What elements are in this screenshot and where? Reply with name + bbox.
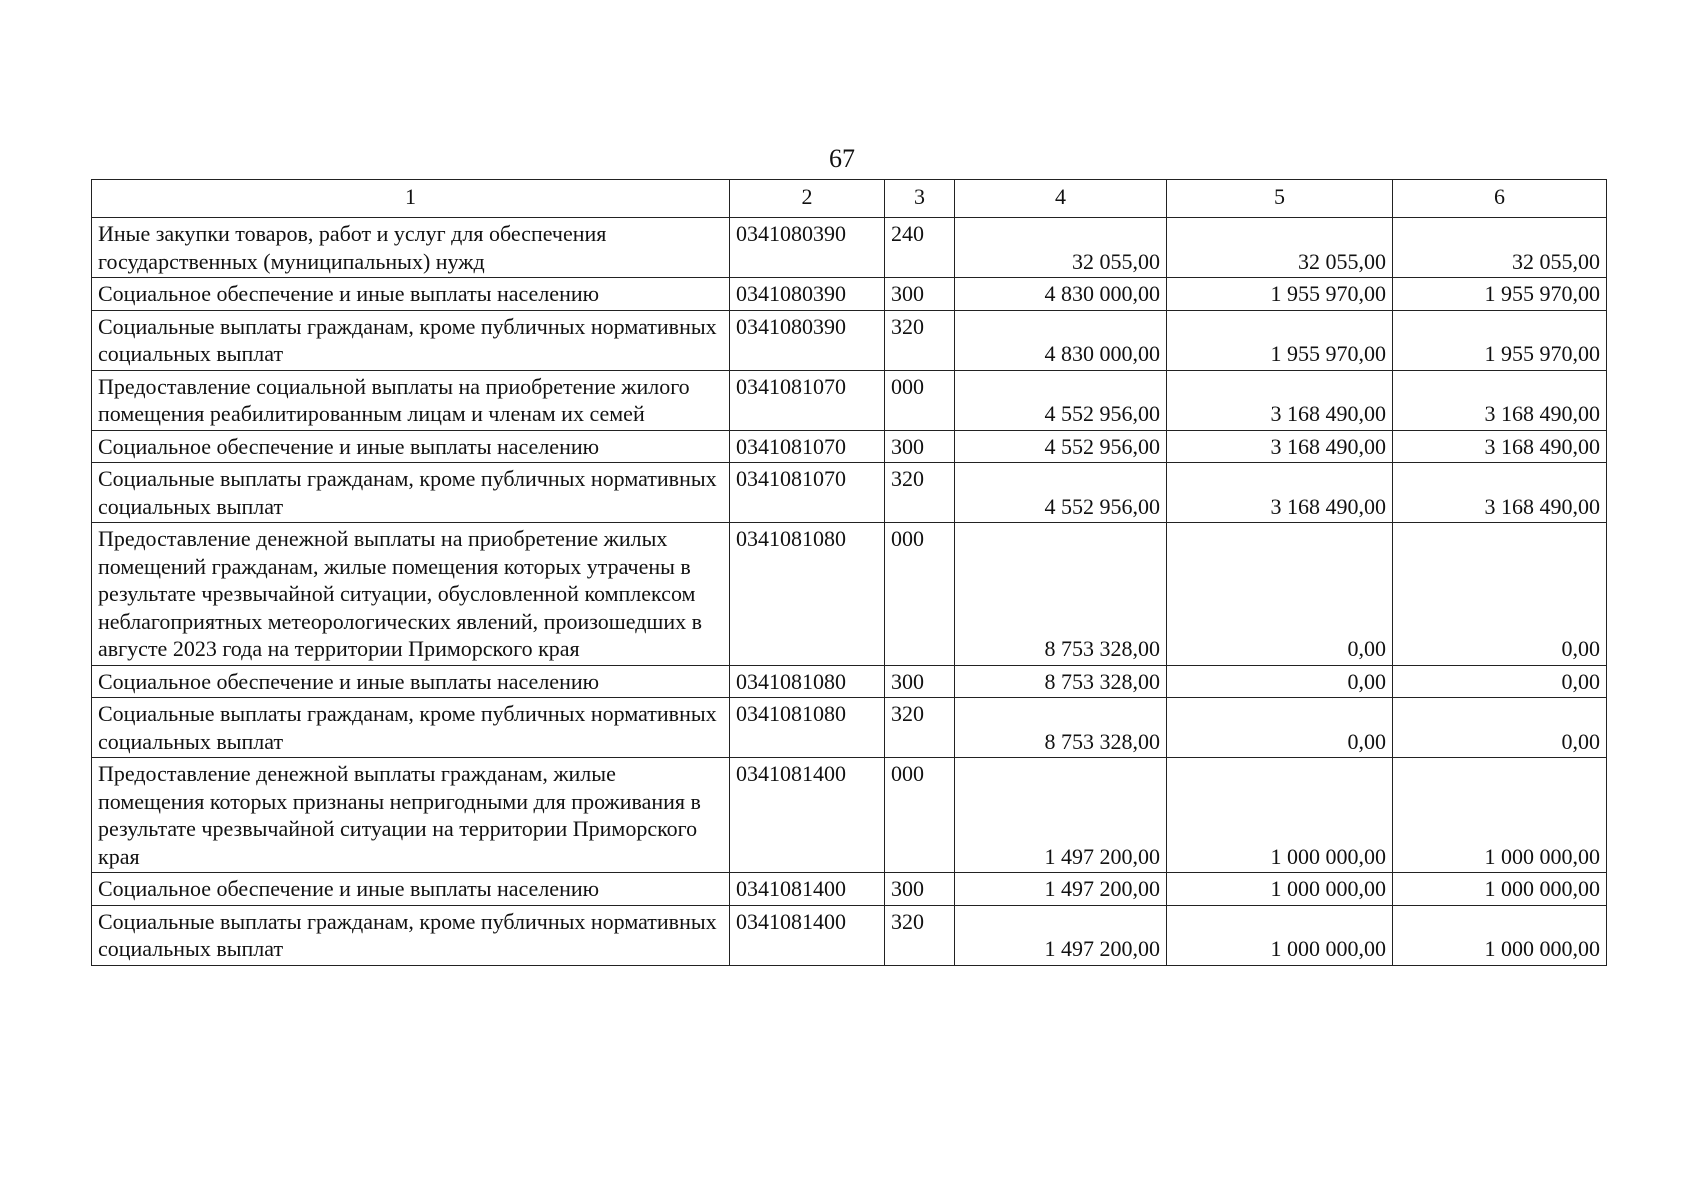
row-value-col5: 1 000 000,00 [1167, 758, 1393, 873]
row-type-cell: 240 [885, 218, 955, 278]
row-value-col5: 32 055,00 [1167, 218, 1393, 278]
table-row [92, 310, 1607, 370]
table-row [92, 873, 1607, 906]
row-value-col6: 0,00 [1393, 665, 1607, 698]
row-code-cell: 0341081070 [730, 370, 885, 430]
table-row [92, 665, 1607, 698]
row-name-cell: Социальное обеспечение и иные выплаты населению [92, 665, 730, 698]
row-code-cell: 0341081400 [730, 758, 885, 873]
row-value-col4: 1 497 200,00 [955, 758, 1167, 873]
row-value-col4: 4 552 956,00 [955, 430, 1167, 463]
row-code-cell: 0341080390 [730, 218, 885, 278]
table-row [92, 758, 1607, 873]
row-value-col6: 1 000 000,00 [1393, 905, 1607, 965]
row-value-col5: 1 955 970,00 [1167, 278, 1393, 311]
table-row [92, 430, 1607, 463]
row-code-cell: 0341080390 [730, 278, 885, 311]
row-code-cell: 0341081080 [730, 698, 885, 758]
table-row [92, 463, 1607, 523]
row-name-cell: Предоставление социальной выплаты на приобретение жилого помещения реабилитированным лицам и членам их семей [92, 370, 730, 430]
table-row [92, 523, 1607, 666]
row-name-cell: Социальное обеспечение и иные выплаты населению [92, 278, 730, 311]
row-value-col4: 32 055,00 [955, 218, 1167, 278]
row-code-cell: 0341081400 [730, 873, 885, 906]
row-name-cell: Иные закупки товаров, работ и услуг для обеспечения государственных (муниципальных) нужд [92, 218, 730, 278]
column-header: 3 [885, 180, 955, 218]
row-type-cell: 320 [885, 698, 955, 758]
table-row [92, 278, 1607, 311]
row-name-cell: Предоставление денежной выплаты гражданам, жилые помещения которых признаны непригодными для проживания в результате чрезвычайной ситуации на территории Приморского края [92, 758, 730, 873]
table-row [92, 698, 1607, 758]
row-type-cell: 320 [885, 905, 955, 965]
row-value-col6: 1 000 000,00 [1393, 758, 1607, 873]
row-value-col6: 0,00 [1393, 698, 1607, 758]
column-header: 1 [92, 180, 730, 218]
row-code-cell: 0341081070 [730, 463, 885, 523]
row-value-col4: 4 552 956,00 [955, 463, 1167, 523]
budget-table [91, 179, 1607, 966]
row-value-col6: 1 955 970,00 [1393, 310, 1607, 370]
row-value-col5: 1 000 000,00 [1167, 905, 1393, 965]
row-code-cell: 0341081070 [730, 430, 885, 463]
row-type-cell: 300 [885, 873, 955, 906]
column-header: 2 [730, 180, 885, 218]
row-value-col5: 3 168 490,00 [1167, 370, 1393, 430]
row-name-cell: Социальное обеспечение и иные выплаты населению [92, 430, 730, 463]
row-type-cell: 000 [885, 758, 955, 873]
row-type-cell: 300 [885, 430, 955, 463]
row-value-col4: 8 753 328,00 [955, 665, 1167, 698]
row-name-cell: Социальные выплаты гражданам, кроме публичных нормативных социальных выплат [92, 310, 730, 370]
row-name-cell: Социальные выплаты гражданам, кроме публичных нормативных социальных выплат [92, 463, 730, 523]
row-value-col5: 1 955 970,00 [1167, 310, 1393, 370]
row-name-cell: Социальные выплаты гражданам, кроме публичных нормативных социальных выплат [92, 698, 730, 758]
row-type-cell: 000 [885, 370, 955, 430]
header-row [92, 180, 1607, 218]
row-value-col4: 4 830 000,00 [955, 310, 1167, 370]
column-header: 6 [1393, 180, 1607, 218]
row-value-col5: 0,00 [1167, 665, 1393, 698]
row-value-col5: 3 168 490,00 [1167, 463, 1393, 523]
row-code-cell: 0341080390 [730, 310, 885, 370]
row-value-col6: 0,00 [1393, 523, 1607, 666]
row-value-col4: 1 497 200,00 [955, 905, 1167, 965]
row-value-col4: 4 830 000,00 [955, 278, 1167, 311]
page-number: 67 [829, 144, 855, 173]
row-value-col6: 3 168 490,00 [1393, 370, 1607, 430]
column-header: 5 [1167, 180, 1393, 218]
row-value-col4: 8 753 328,00 [955, 698, 1167, 758]
row-value-col6: 1 000 000,00 [1393, 873, 1607, 906]
row-value-col5: 3 168 490,00 [1167, 430, 1393, 463]
row-value-col5: 1 000 000,00 [1167, 873, 1393, 906]
column-header: 4 [955, 180, 1167, 218]
row-value-col5: 0,00 [1167, 523, 1393, 666]
table-row [92, 905, 1607, 965]
row-code-cell: 0341081080 [730, 665, 885, 698]
table-row [92, 218, 1607, 278]
row-value-col4: 4 552 956,00 [955, 370, 1167, 430]
row-name-cell: Социальные выплаты гражданам, кроме публичных нормативных социальных выплат [92, 905, 730, 965]
row-code-cell: 0341081400 [730, 905, 885, 965]
row-value-col5: 0,00 [1167, 698, 1393, 758]
row-name-cell: Предоставление денежной выплаты на приобретение жилых помещений гражданам, жилые помещения которых утрачены в результате чрезвычайной ситуации, обусловленной комплексом неблагоприятных метеорологических явлений, произошедших в августе 2023 года на территории Приморского края [92, 523, 730, 666]
row-value-col4: 8 753 328,00 [955, 523, 1167, 666]
row-type-cell: 000 [885, 523, 955, 666]
row-type-cell: 300 [885, 665, 955, 698]
row-name-cell: Социальное обеспечение и иные выплаты населению [92, 873, 730, 906]
row-type-cell: 320 [885, 463, 955, 523]
row-value-col4: 1 497 200,00 [955, 873, 1167, 906]
table-row [92, 370, 1607, 430]
row-code-cell: 0341081080 [730, 523, 885, 666]
row-value-col6: 3 168 490,00 [1393, 463, 1607, 523]
row-type-cell: 300 [885, 278, 955, 311]
row-value-col6: 32 055,00 [1393, 218, 1607, 278]
row-value-col6: 3 168 490,00 [1393, 430, 1607, 463]
row-type-cell: 320 [885, 310, 955, 370]
row-value-col6: 1 955 970,00 [1393, 278, 1607, 311]
